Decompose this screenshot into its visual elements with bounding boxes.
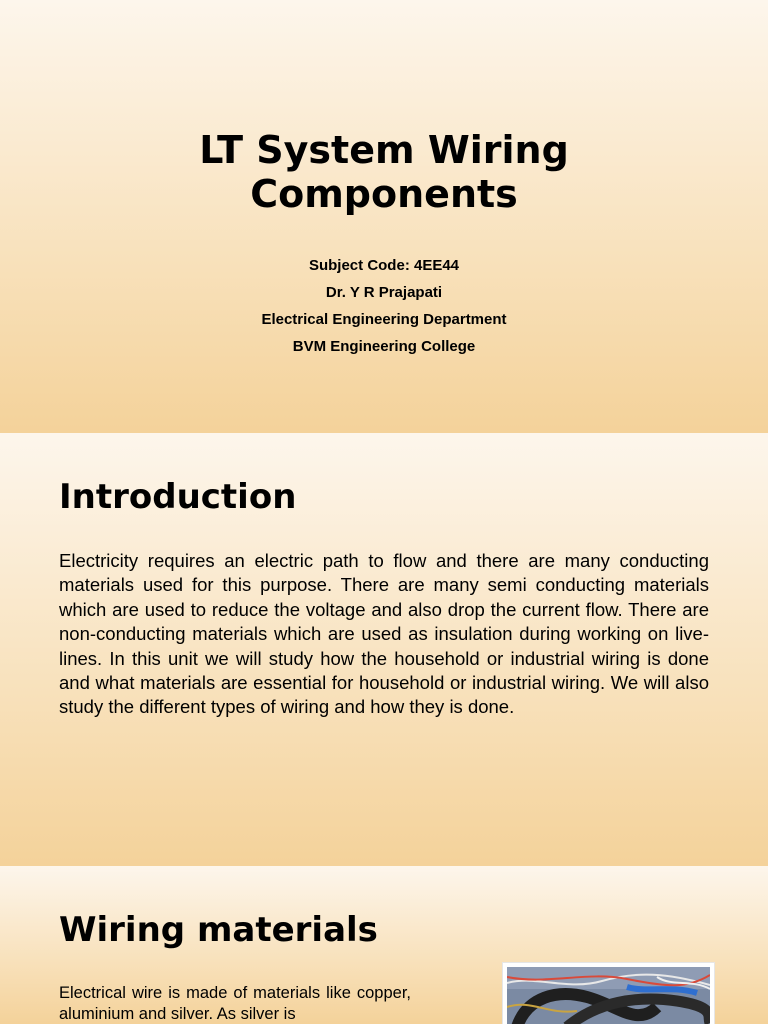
slide-body-text: Electricity requires an electric path to flow and there are many conducting materials used for this purpose. There are many semi conducting materials which are used to reduce the voltage and also drop the current flow. There are non-conducting materials which are used as insulation during working on live-lines. In this unit we will study how the household or industrial wiring is done and what materials are essential for household or industrial wiring. We will also study the different types of wiring and how they is done. (59, 550, 709, 718)
title-slide (0, 0, 768, 433)
slide-heading: Wiring materials (59, 910, 378, 950)
wires-photo (502, 962, 715, 1024)
introduction-slide (0, 433, 768, 866)
title-line-2: Components (250, 172, 518, 216)
presentation-title (0, 128, 768, 216)
subject-code: Subject Code: 4EE44 (308, 257, 460, 274)
presentation-subtitle (0, 252, 768, 360)
college: BVM Engineering College (292, 338, 476, 355)
slide-body-text: Electrical wire is made of materials like copper, aluminium and silver. As silver is (59, 984, 411, 1023)
slide-heading: Introduction (59, 477, 297, 517)
author-name: Dr. Y R Prajapati (325, 284, 443, 301)
wiring-materials-slide (0, 866, 768, 1024)
wires-photo-icon (507, 967, 710, 1024)
title-line-1: LT System Wiring (199, 128, 569, 172)
department: Electrical Engineering Department (261, 311, 507, 328)
